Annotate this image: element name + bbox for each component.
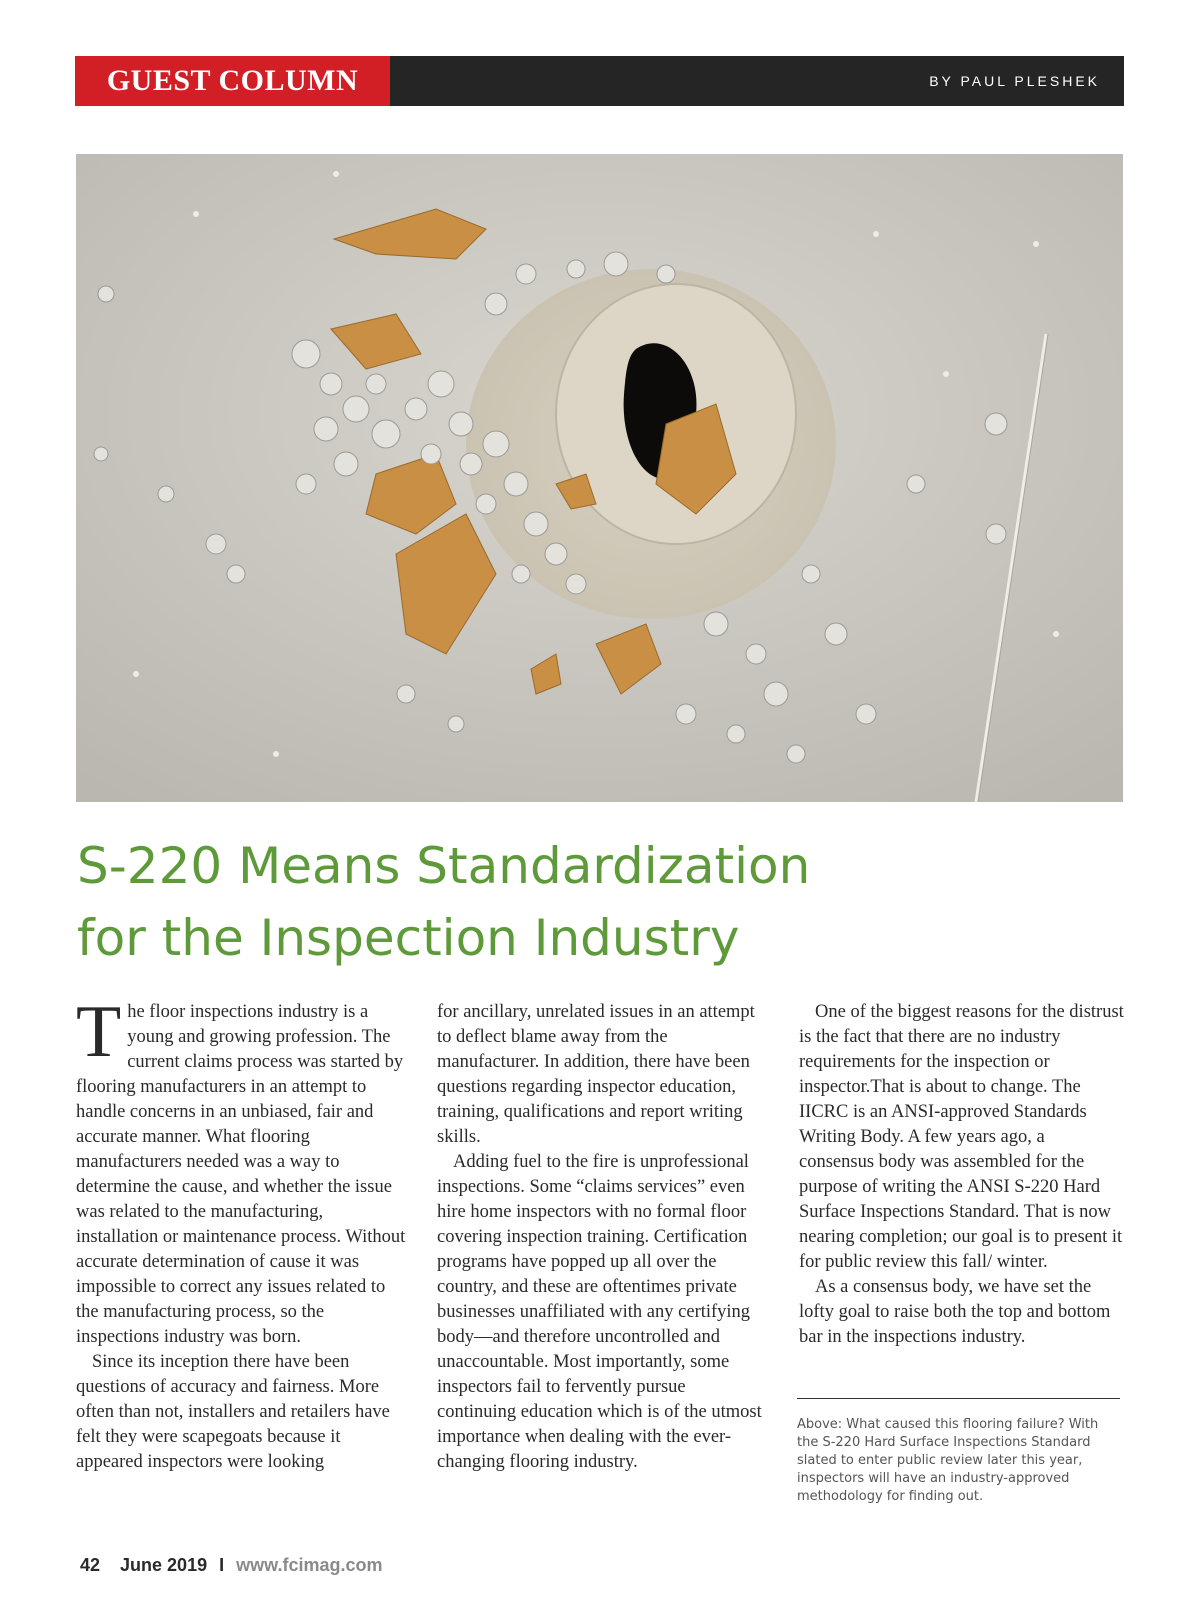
paragraph-text: he floor inspections industry is a young and growing profession. The current claims process was started by flooring manufacturers in an attempt to handle concerns in an unbiased, fair and accurate manner. What flooring manufacturers needed was a way to determine the cause, and whether the issue was related to the manufacturing, installation or maintenance process. Without accurate determination of cause it was impossible to correct any issues related to the manufacturing process, so the inspections industry was born.	[76, 1002, 406, 1347]
paragraph: As a consensus body, we have set the lofty goal to raise both the top and bottom bar in the inspections industry.	[799, 1277, 1111, 1347]
paragraph: for ancillary, unrelated issues in an attempt to deflect blame away from the manufacturer. In addition, there have been questions regarding inspector education, training, qualifications and report writing skills.	[437, 1002, 755, 1147]
drop-cap: T	[76, 991, 122, 1073]
flooring-failure-photo	[76, 154, 1123, 802]
section-header-bar	[75, 56, 1124, 106]
article-column-3	[799, 1000, 1124, 1350]
page-footer	[80, 1552, 382, 1578]
section-label: GUEST COLUMN	[75, 56, 390, 106]
issue-date: June 2019	[120, 1555, 208, 1575]
paragraph	[76, 991, 406, 1350]
paragraph: Adding fuel to the fire is unprofessional inspections. Some “claims services” even hire home inspectors with no formal floor covering inspection training. Certification programs have popped up all over the country, and these are oftentimes private businesses unaffiliated with any certifying body—and therefore uncontrolled and unaccountable. Most importantly, some inspectors fail to fervently pursue continuing education which is of the utmost importance when dealing with the ever-changing flooring industry.	[437, 1152, 762, 1472]
article-title-line-2: for the Inspection Industry	[77, 909, 740, 967]
article-column-2	[437, 1000, 767, 1475]
website-url: www.fcimag.com	[236, 1555, 383, 1575]
paragraph: One of the biggest reasons for the distrust is the fact that there are no industry requirements for the inspection or inspector.That is about to change. The IICRC is an ANSI-approved Standards Writing Body. A few years ago, a consensus body was assembled for the purpose of writing the ANSI S-220 Hard Surface Inspections Standard. That is now nearing completion; our goal is to present it for public review this fall/ winter.	[799, 1002, 1124, 1272]
article-title	[77, 830, 977, 974]
paragraph: Since its inception there have been questions of accuracy and fairness. More often than not, installers and retailers have felt they were scapegoats because it appeared inspectors were looking	[76, 1352, 390, 1472]
article-title-line-1: S-220 Means Standardization	[77, 837, 811, 895]
article-column-1	[76, 991, 406, 1475]
footer-separator: I	[219, 1555, 225, 1575]
byline: BY PAUL PLESHEK	[929, 73, 1100, 89]
page-number: 42	[80, 1555, 101, 1575]
caption-divider	[797, 1398, 1120, 1399]
photo-caption: Above: What caused this flooring failure? With the S-220 Hard Surface Inspections Standard slated to enter public review later this year, inspectors will have an industry-approved methodology for finding out.	[797, 1417, 1099, 1504]
